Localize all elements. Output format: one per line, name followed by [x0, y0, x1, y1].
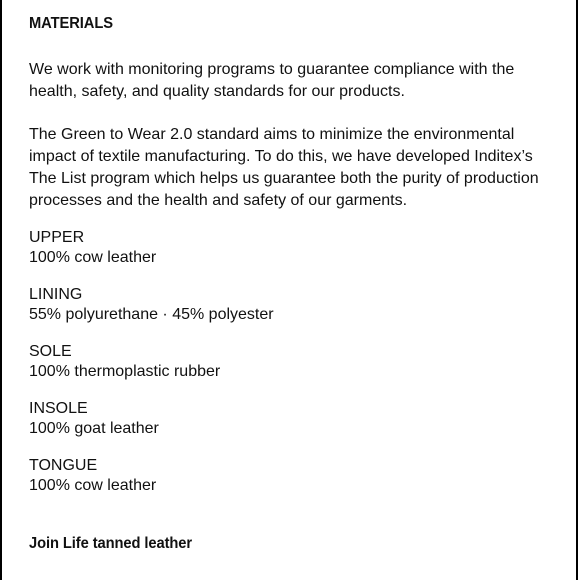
composition-value: 100% thermoplastic rubber [29, 363, 221, 380]
composition-part: TONGUE [29, 457, 98, 474]
join-life-heading[interactable]: Join Life tanned leather [29, 535, 193, 552]
composition-value: 100% cow leather [29, 477, 157, 494]
composition-value: 55% polyurethane · 45% polyester [29, 306, 274, 323]
composition-part: SOLE [29, 343, 72, 360]
composition-part: UPPER [29, 229, 85, 246]
composition-item-tongue [29, 456, 559, 496]
composition-list [29, 228, 559, 496]
composition-value: 100% goat leather [29, 420, 159, 437]
green-to-wear-paragraph: The Green to Wear 2.0 standard aims to minimize the environmental impact of textile manufacturing. To do this, we have developed Inditex’s The List program which helps us guarantee both the purity of production processes and the health and safety of our garments. [29, 126, 539, 209]
composition-item-upper [29, 228, 559, 268]
composition-part: LINING [29, 286, 83, 303]
composition-value: 100% cow leather [29, 249, 157, 266]
composition-item-lining [29, 285, 559, 325]
section-title: MATERIALS [29, 15, 113, 32]
composition-item-insole [29, 399, 559, 439]
composition-part: INSOLE [29, 400, 88, 417]
monitoring-paragraph: We work with monitoring programs to guarantee compliance with the health, safety, and quality standards for our products. [29, 61, 515, 100]
materials-section [29, 14, 559, 554]
composition-item-sole [29, 342, 559, 382]
